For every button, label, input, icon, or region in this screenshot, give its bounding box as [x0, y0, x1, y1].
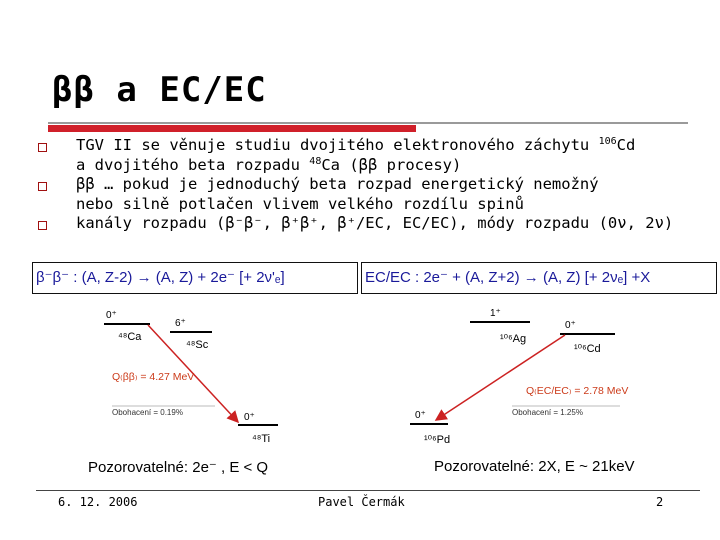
bullet-item [38, 214, 708, 234]
observable-left: Pozorovatelné: 2e⁻ , E < Q [88, 459, 269, 476]
bullet-text: nebo silně potlačen vlivem velkého rozdílu spinů [76, 194, 524, 213]
ca48-label: ⁴⁸Ca [118, 331, 142, 343]
ca48-q-value: Q₍ββ₎ = 4.27 MeV [112, 371, 195, 383]
footer-date: 6. 12. 2006 [58, 495, 138, 509]
double-beta-equation [32, 262, 358, 294]
sc48-spin: 6⁺ [175, 318, 186, 329]
decay-scheme-diagram [0, 300, 720, 460]
title-divider [48, 122, 688, 124]
bullet-text: kanály rozpadu (β⁻β⁻, β⁺β⁺, β⁺/EC, EC/EC), módy rozpadu (0ν, 2ν) [76, 214, 674, 232]
bullet-text-tail: Cd [616, 136, 636, 154]
sc48-label: ⁴⁸Sc [186, 339, 209, 351]
ca48-spin: 0⁺ [106, 310, 117, 321]
bullet-text: TGV II se věnuje studiu dvojitého elektronového záchytu [76, 136, 599, 154]
page-number: 2 [656, 495, 664, 509]
title-accent-bar [48, 125, 416, 132]
ec-ec-equation-text: EC/EC : 2e⁻ + (A, Z+2) → (A, Z) [+ 2νₑ] +X [365, 269, 651, 286]
double-beta-equation-text: β⁻β⁻ : (A, Z-2) → (A, Z) + 2e⁻ [+ 2ν'ₑ] [36, 269, 285, 286]
cd106-spin: 0⁺ [565, 320, 576, 331]
observable-right: Pozorovatelné: 2X, E ~ 21keV [434, 458, 635, 475]
cd106-label: ¹⁰⁶Cd [574, 343, 601, 355]
bullet-item [38, 175, 708, 195]
bullet-square-icon [38, 182, 47, 191]
ag106-label: ¹⁰⁶Ag [500, 333, 527, 345]
footer-divider [36, 490, 700, 491]
ca48-abundance: Obohacení = 0.19% [112, 408, 183, 417]
bullet-text-tail: Ca (ββ procesy) [321, 155, 462, 174]
bullet-superscript: 48 [309, 155, 322, 167]
slide-title: ββ a EC/EC [52, 70, 267, 110]
bullet-item-continuation [38, 156, 708, 176]
cd106-q-value: Q₍EC/EC₎ = 2.78 MeV [526, 385, 629, 397]
bullet-text: ββ … pokud je jednoduchý beta rozpad energetický nemožný [76, 175, 599, 193]
ti48-label: ⁴⁸Ti [252, 433, 271, 445]
ec-ec-equation [361, 262, 717, 294]
ag106-spin: 1⁺ [490, 308, 501, 319]
footer-author: Pavel Čermák [318, 495, 405, 509]
bullet-superscript: 106 [598, 135, 617, 147]
ti48-spin: 0⁺ [244, 412, 255, 423]
cd106-abundance: Obohacení = 1.25% [512, 408, 583, 417]
bullet-item [38, 136, 708, 156]
bullet-item-continuation [38, 195, 708, 215]
bullet-text: a dvojitého beta rozpadu [76, 155, 310, 174]
bullet-list [38, 136, 708, 234]
bullet-square-icon [38, 143, 47, 152]
pd106-spin: 0⁺ [415, 410, 426, 421]
pd106-label: ¹⁰⁶Pd [424, 434, 451, 446]
bullet-square-icon [38, 221, 47, 230]
